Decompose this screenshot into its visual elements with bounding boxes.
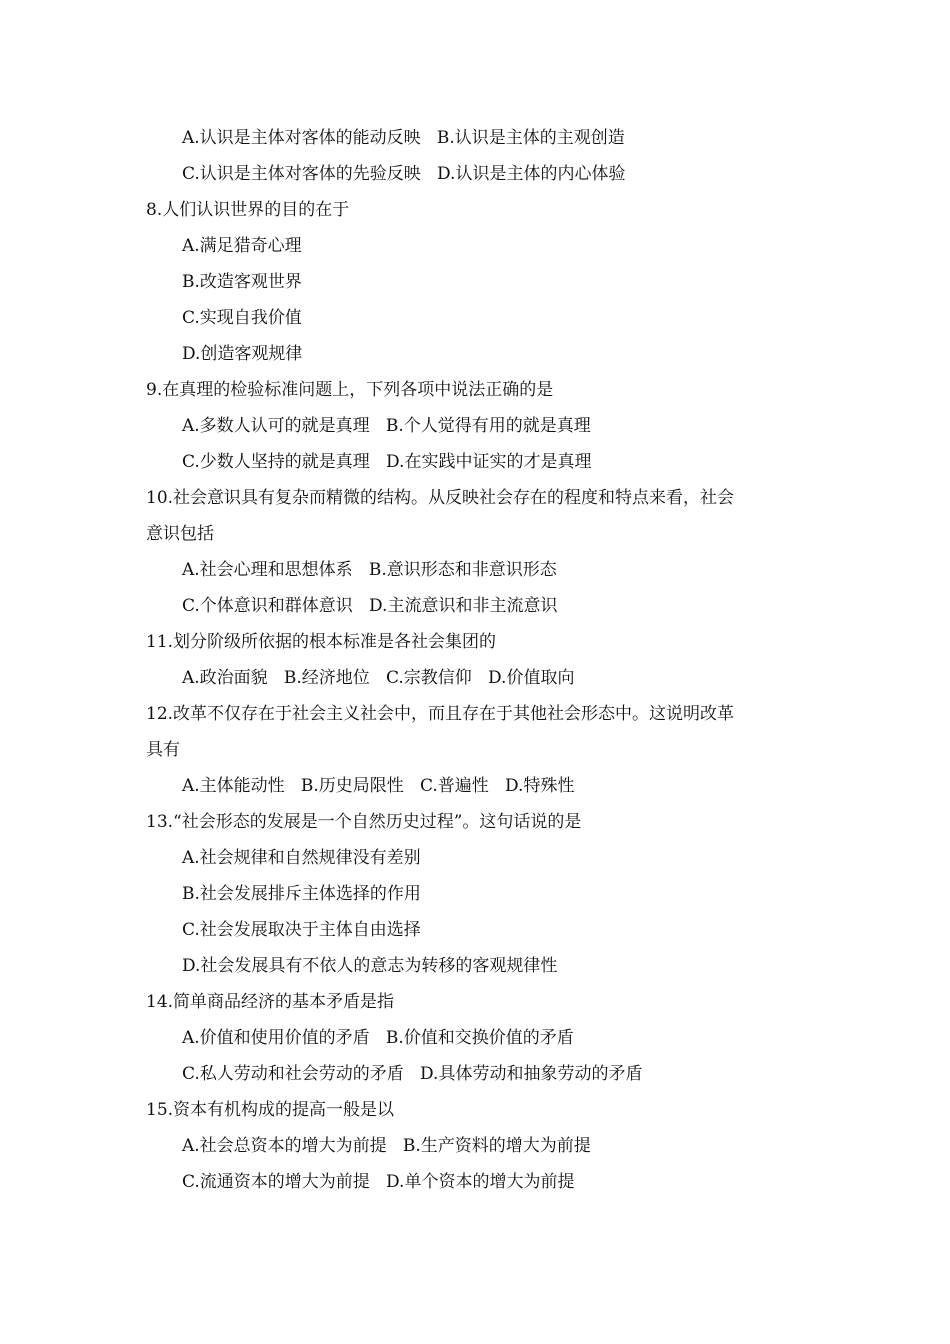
question-line: 8.人们认识世界的目的在于 [146,200,350,220]
option-line: B.改造客观世界 [182,272,302,292]
question-line: 12.改革不仅存在于社会主义社会中，而且存在于其他社会形态中。这说明改革 [146,704,735,724]
option-line: C.实现自我价值 [182,308,302,328]
question-line: 11.划分阶级所依据的根本标准是各社会集团的 [146,632,497,652]
option-line: A.多数人认可的就是真理 B.个人觉得有用的就是真理 [182,416,591,436]
option-line: A.政治面貌 B.经济地位 C.宗教信仰 D.价值取向 [182,668,575,688]
question-line: 15.资本有机构成的提高一般是以 [146,1100,395,1120]
question-line: 9.在真理的检验标准问题上，下列各项中说法正确的是 [146,380,554,400]
question-line: 13.“社会形态的发展是一个自然历史过程”。这句话说的是 [146,812,582,832]
question-line: 14.简单商品经济的基本矛盾是指 [146,992,395,1012]
option-line: A.社会心理和思想体系 B.意识形态和非意识形态 [182,560,557,580]
option-line: C.个体意识和群体意识 D.主流意识和非主流意识 [182,596,558,616]
option-line: C.社会发展取决于主体自由选择 [182,920,421,940]
option-line: B.社会发展排斥主体选择的作用 [182,884,421,904]
option-line: A.满足猎奇心理 [182,236,302,256]
option-line: A.社会规律和自然规律没有差别 [182,848,421,868]
question-continuation: 意识包括 [146,524,214,544]
option-line: C.少数人坚持的就是真理 D.在实践中证实的才是真理 [182,452,592,472]
option-line: C.流通资本的增大为前提 D.单个资本的增大为前提 [182,1172,575,1192]
question-line: 10.社会意识具有复杂而精微的结构。从反映社会存在的程度和特点来看，社会 [146,488,735,508]
option-line: A.社会总资本的增大为前提 B.生产资料的增大为前提 [182,1136,591,1156]
option-line: A.主体能动性 B.历史局限性 C.普遍性 D.特殊性 [182,776,575,796]
option-line: C.私人劳动和社会劳动的矛盾 D.具体劳动和抽象劳动的矛盾 [182,1064,643,1084]
option-line: D.社会发展具有不依人的意志为转移的客观规律性 [182,956,558,976]
option-line: D.创造客观规律 [182,344,303,364]
question-continuation: 具有 [146,740,180,760]
option-line: A.认识是主体对客体的能动反映 B.认识是主体的主观创造 [182,128,625,148]
option-line: A.价值和使用价值的矛盾 B.价值和交换价值的矛盾 [182,1028,574,1048]
option-line: C.认识是主体对客体的先验反映 D.认识是主体的内心体验 [182,164,626,184]
